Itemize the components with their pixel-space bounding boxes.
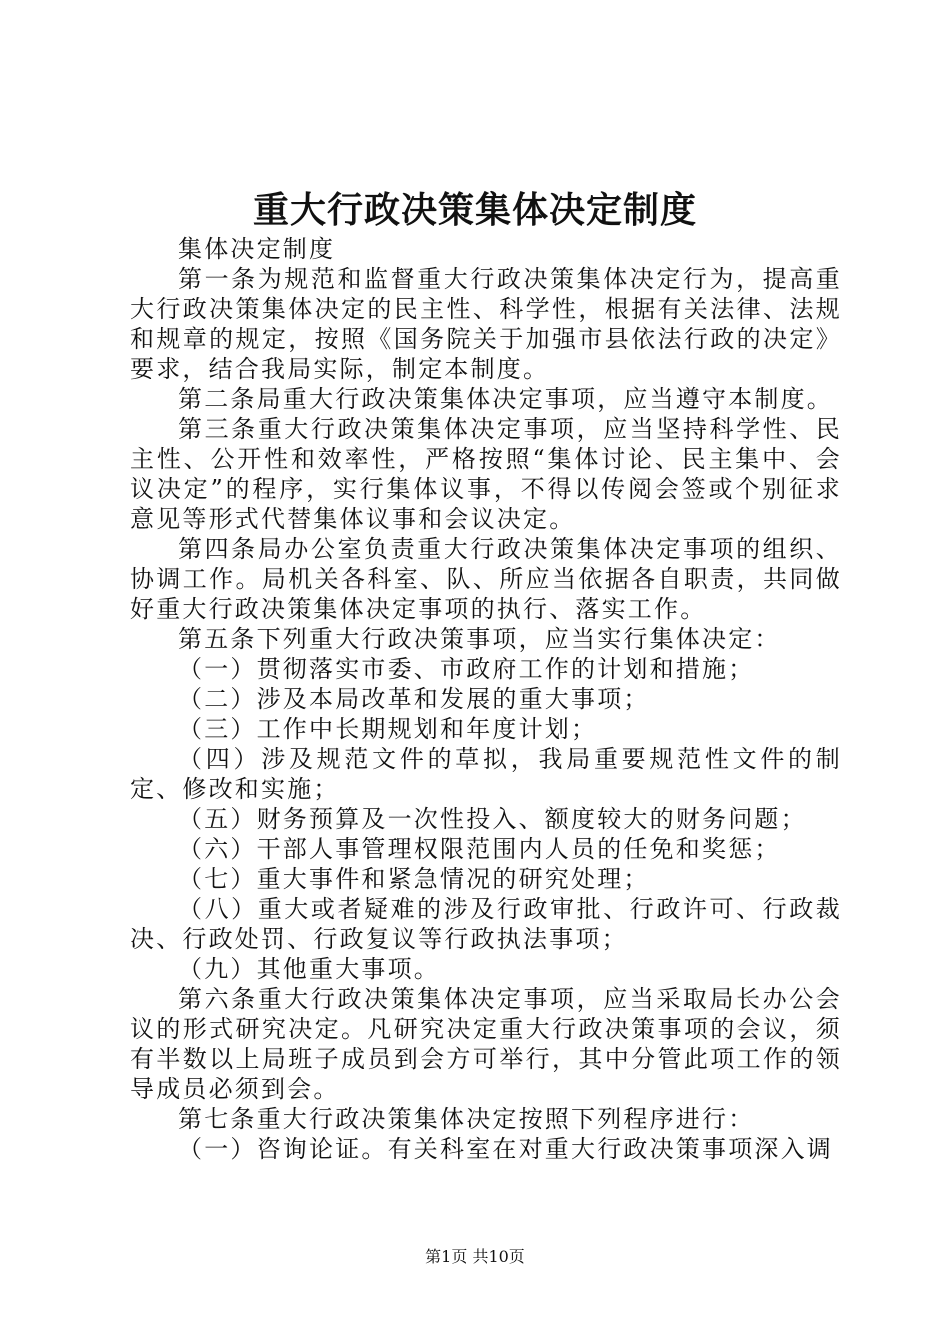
section-heading: 集体决定制度 [178,235,336,263]
article-2: 第二条局重大行政决策集体决定事项，应当遵守本制度。 [178,385,833,413]
list-item: （三）工作中长期规划和年度计划； [178,715,598,743]
article-6: 第六条重大行政决策集体决定事项，应当采取局长办公会议的形式研究决定。凡研究决定重大行政决策事项的会议，须有半数以上局班子成员到会方可举行，其中分管此项工作的领导成员必须到会。 [130,985,842,1103]
list-item: （一）咨询论证。有关科室在对重大行政决策事项深入调 [178,1135,833,1163]
list-item: （五）财务预算及一次性投入、额度较大的财务问题； [178,805,807,833]
list-item: （八）重大或者疑难的涉及行政审批、行政许可、行政裁决、行政处罚、行政复议等行政执法事项； [130,895,842,953]
list-item: （九）其他重大事项。 [178,955,440,983]
article-3: 第三条重大行政决策集体决定事项，应当坚持科学性、民主性、公开性和效率性，严格按照“集体讨论、民主集中、会议决定”的程序，实行集体议事，不得以传阅会签或个别征求意见等形式代替集体议事和会议决定。 [130,415,842,533]
article-4: 第四条局办公室负责重大行政决策集体决定事项的组织、协调工作。局机关各科室、队、所应当依据各自职责，共同做好重大行政决策集体决定事项的执行、落实工作。 [130,535,842,623]
article-5: 第五条下列重大行政决策事项，应当实行集体决定： [178,625,781,653]
page-footer: 第1页 共10页 [425,1247,525,1266]
document-body [130,234,842,1164]
article-7: 第七条重大行政决策集体决定按照下列程序进行： [178,1105,755,1133]
list-item: （二）涉及本局改革和发展的重大事项； [178,685,650,713]
list-item: （一）贯彻落实市委、市政府工作的计划和措施； [178,655,755,683]
list-item: （四）涉及规范文件的草拟，我局重要规范性文件的制定、修改和实施； [130,745,842,803]
document-title: 重大行政决策集体决定制度 [252,189,697,231]
article-1: 第一条为规范和监督重大行政决策集体决定行为，提高重大行政决策集体决定的民主性、科学性，根据有关法律、法规和规章的规定，按照《国务院关于加强市县依法行政的决定》要求，结合我局实际，制定本制度。 [130,265,842,383]
list-item: （六）干部人事管理权限范围内人员的任免和奖惩； [178,835,781,863]
list-item: （七）重大事件和紧急情况的研究处理； [178,865,650,893]
